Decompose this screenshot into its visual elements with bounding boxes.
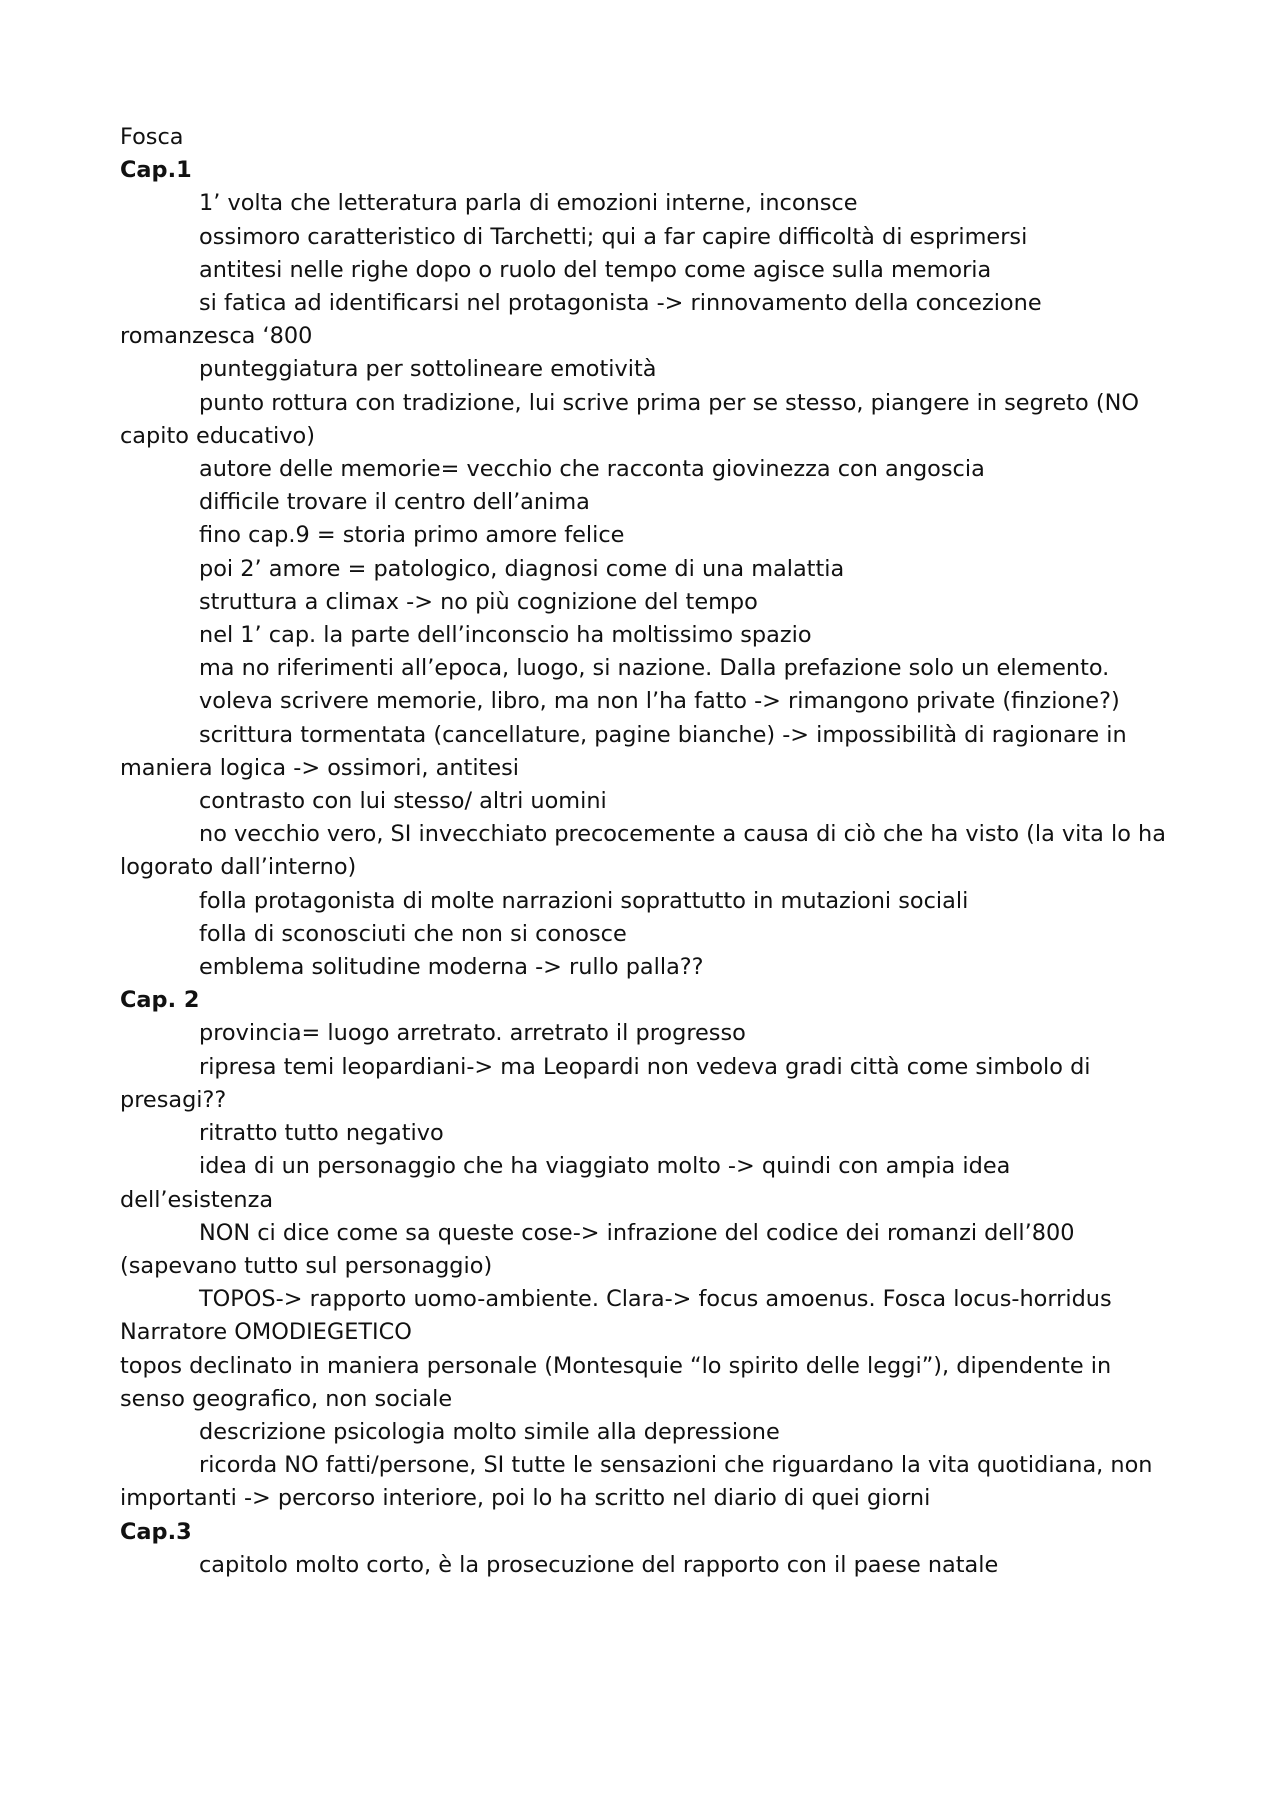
note-line: idea di un personaggio che ha viaggiato molto -> quindi con ampia idea dell’esistenza	[120, 1153, 1011, 1213]
note-line: provincia= luogo arretrato. arretrato il progresso	[199, 1020, 746, 1047]
note-line: nel 1’ cap. la parte dell’inconscio ha moltissimo spazio	[199, 622, 812, 649]
note-line: struttura a climax -> no più cognizione del tempo	[199, 588, 758, 615]
note-line: difficile trovare il centro dell’anima	[199, 489, 590, 516]
section-heading: Cap. 2	[120, 987, 200, 1014]
note-line: ossimoro caratteristico di Tarchetti; qui a far capire difficoltà di esprimersi	[199, 223, 1028, 250]
note-line: poi 2’ amore = patologico, diagnosi come di una malattia	[199, 555, 845, 582]
note-line: scrittura tormentata (cancellature, pagine bianche) -> impossibilità di ragionare in maniera logica -> ossimori, antitesi	[120, 721, 1127, 781]
note-line: punteggiatura per sottolineare emotività	[199, 356, 657, 383]
note-line: ripresa temi leopardiani-> ma Leopardi non vedeva gradi città come simbolo di presagi??	[120, 1053, 1091, 1113]
note-line: NON ci dice come sa queste cose-> infrazione del codice dei romanzi dell’800 (sapevano tutto sul personaggio)	[120, 1219, 1075, 1279]
note-line: folla protagonista di molte narrazioni soprattutto in mutazioni sociali	[199, 887, 969, 914]
note-line: si fatica ad identificarsi nel protagonista -> rinnovamento della concezione romanzesca ‘800	[120, 290, 1042, 350]
note-line: descrizione psicologia molto simile alla depressione	[199, 1418, 780, 1445]
note-line: ritratto tutto negativo	[199, 1120, 444, 1147]
document-body	[120, 121, 1170, 1582]
section-heading: Cap.3	[120, 1518, 192, 1545]
note-line: capitolo molto corto, è la prosecuzione del rapporto con il paese natale	[199, 1551, 999, 1578]
document-title: Fosca	[120, 124, 184, 150]
note-line: 1’ volta che letteratura parla di emozioni interne, inconsce	[199, 190, 858, 217]
note-line: no vecchio vero, SI invecchiato precocemente a causa di ciò che ha visto (la vita lo ha logorato dall’interno)	[120, 821, 1166, 881]
note-line: TOPOS-> rapporto uomo-ambiente. Clara-> focus amoenus. Fosca locus-horridus	[199, 1286, 1112, 1313]
note-line: ricorda NO fatti/persone, SI tutte le sensazioni che riguardano la vita quotidiana, non importanti -> percorso interiore, poi lo ha scritto nel diario di quei giorni	[120, 1452, 1153, 1512]
section-heading: Cap.1	[120, 157, 192, 184]
note-line: Narratore OMODIEGETICO	[120, 1319, 412, 1346]
note-line: antitesi nelle righe dopo o ruolo del tempo come agisce sulla memoria	[199, 256, 992, 283]
note-line: punto rottura con tradizione, lui scrive prima per se stesso, piangere in segreto (NO capito educativo)	[120, 389, 1139, 449]
note-line: autore delle memorie= vecchio che racconta giovinezza con angoscia	[199, 456, 985, 483]
note-line: folla di sconosciuti che non si conosce	[199, 920, 627, 947]
note-line: emblema solitudine moderna -> rullo palla??	[199, 954, 704, 981]
note-line: voleva scrivere memorie, libro, ma non l’ha fatto -> rimangono private (finzione?)	[199, 688, 1120, 715]
note-line: fino cap.9 = storia primo amore felice	[199, 522, 625, 549]
note-line: contrasto con lui stesso/ altri uomini	[199, 788, 607, 815]
note-line: ma no riferimenti all’epoca, luogo, si nazione. Dalla prefazione solo un elemento.	[199, 655, 1110, 682]
note-line: topos declinato in maniera personale (Montesquie “lo spirito delle leggi”), dipendente in senso geografico, non sociale	[120, 1352, 1112, 1412]
